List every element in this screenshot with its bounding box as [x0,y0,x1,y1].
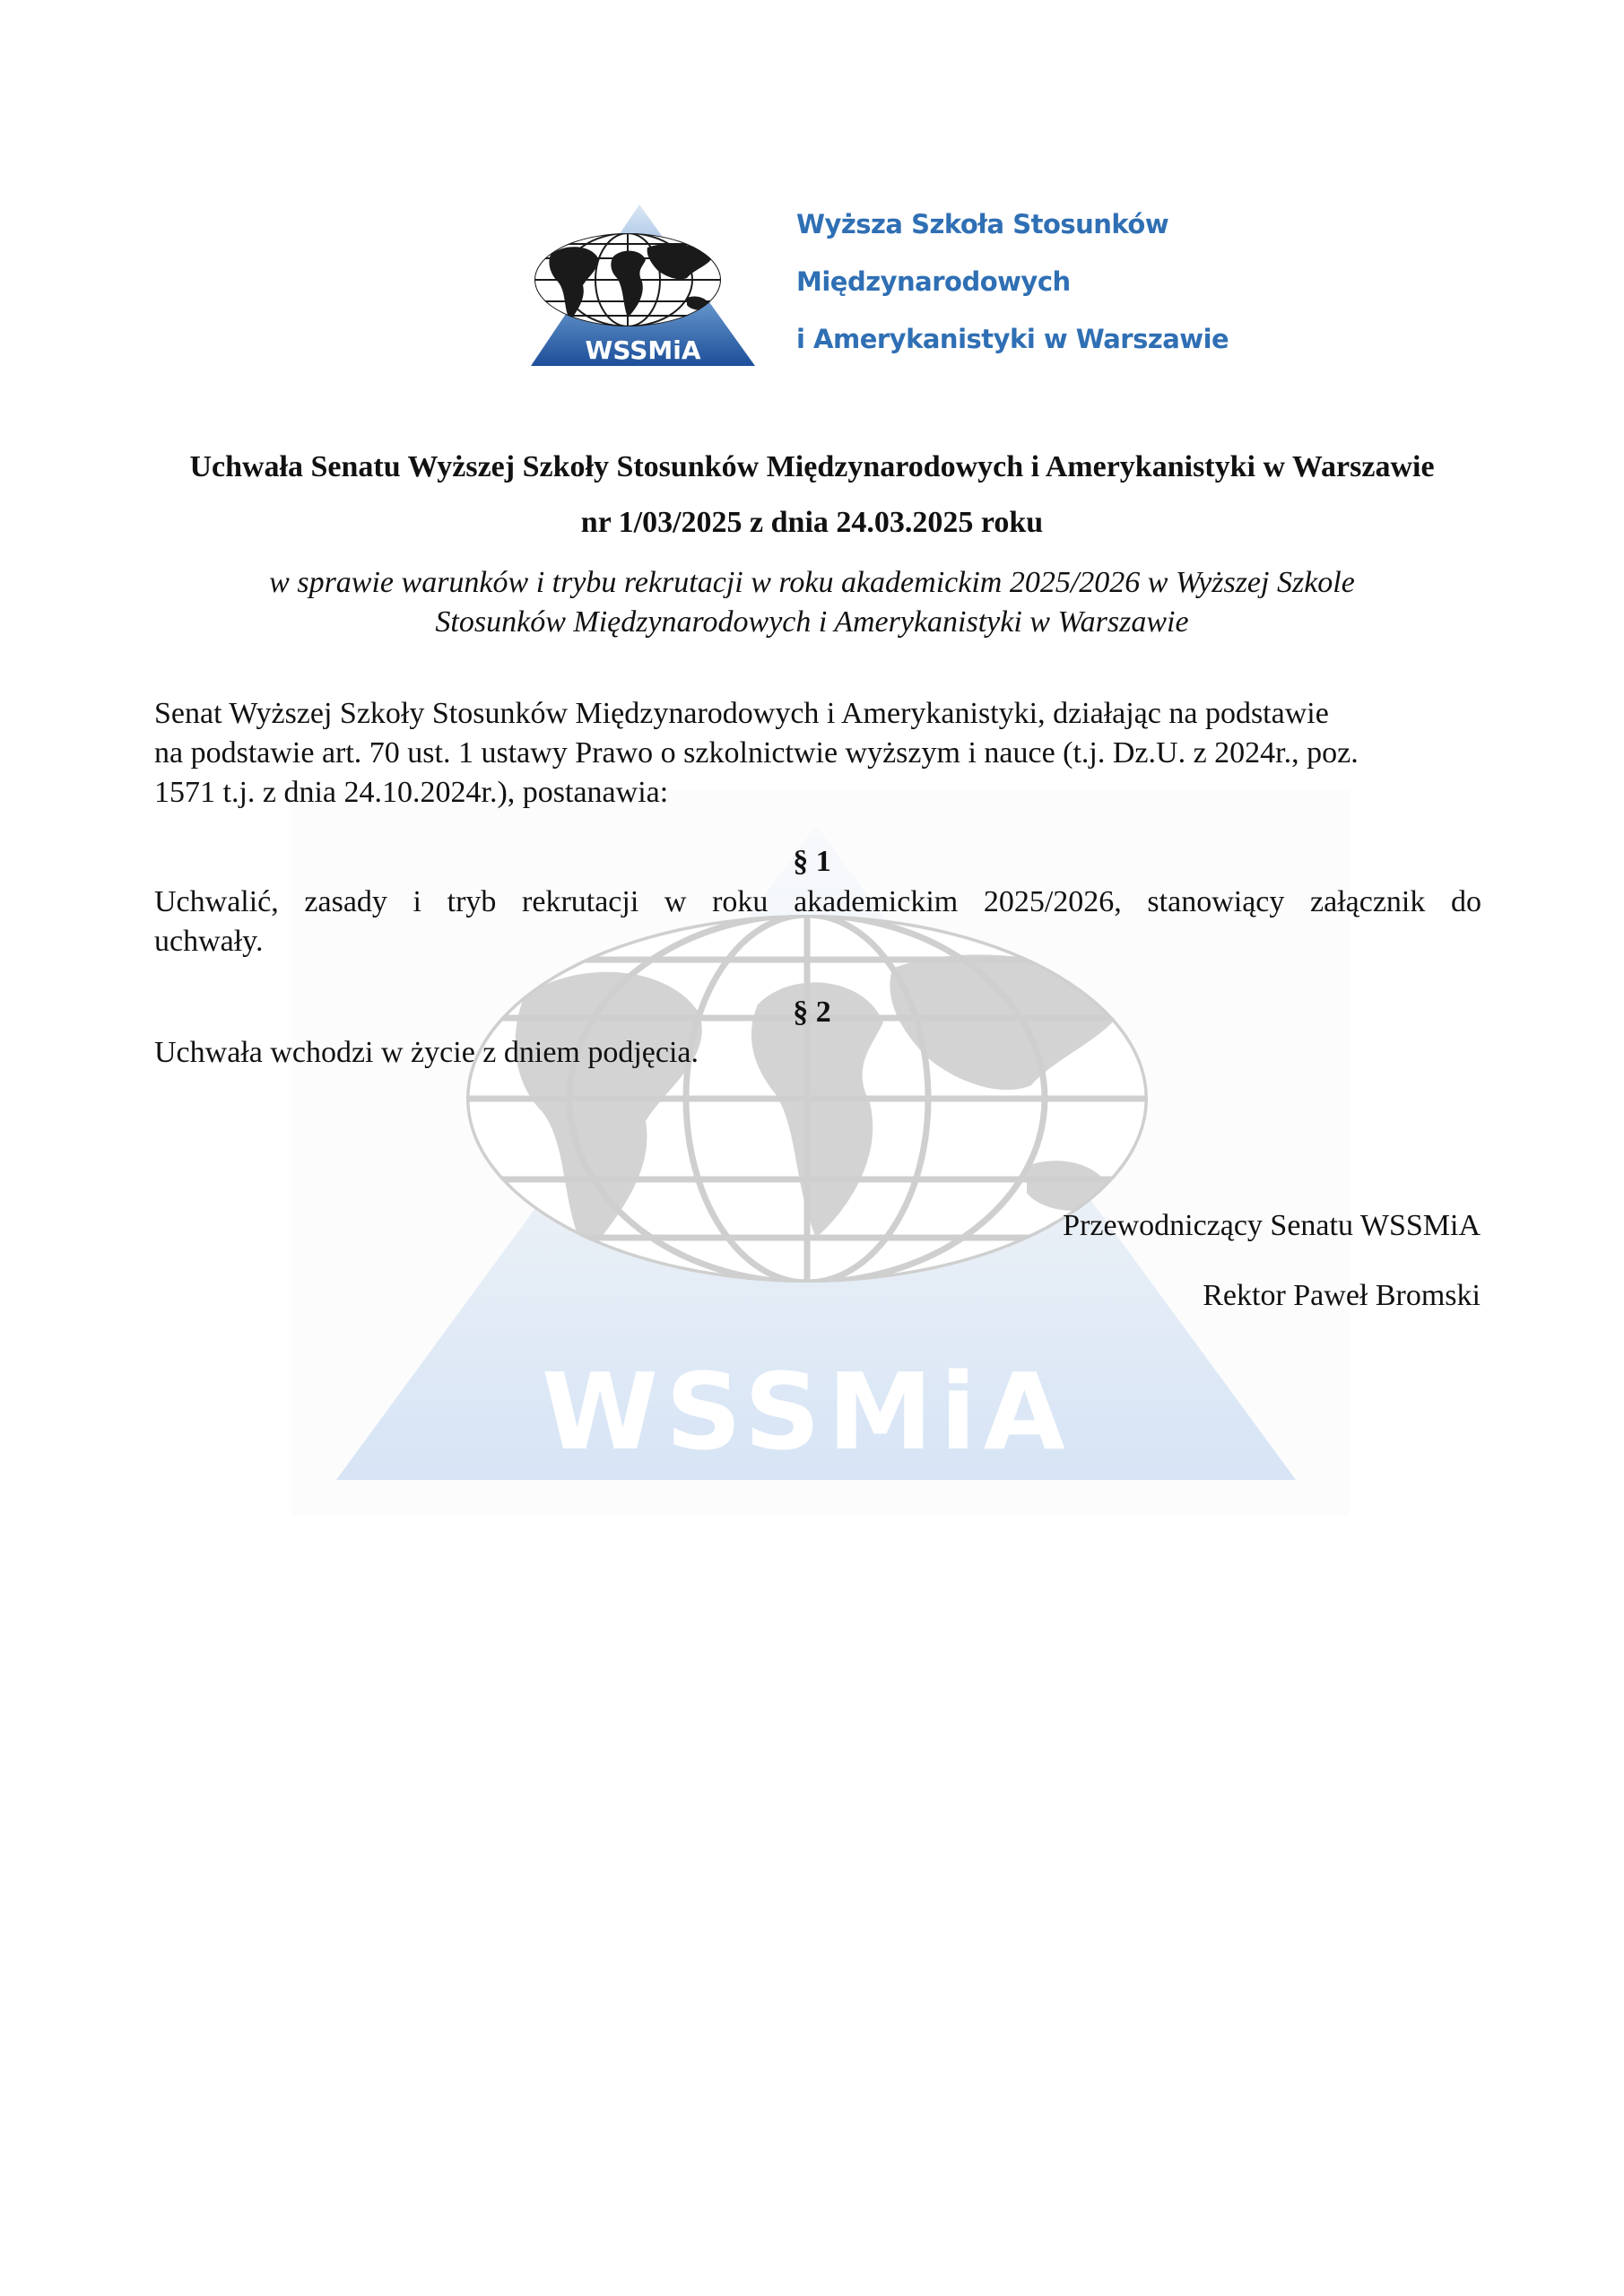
resolution-title: Uchwała Senatu Wyższej Szkoły Stosunków Międzynarodowych i Amerykanistyki w Warszawie [189,450,1435,483]
institution-name [796,206,1229,378]
resolution-subject-line: w sprawie warunków i trybu rekrutacji w roku akademickim 2025/2026 w Wyższej Szkole [269,566,1355,599]
preamble-line: Senat Wyższej Szkoły Stosunków Międzynarodowych i Amerykanistyki, działając na podstawie [154,697,1329,730]
section-1-heading: § 1 [793,845,831,878]
signature-role: Przewodniczący Senatu WSSMiA [1063,1209,1481,1242]
section-1-line: uchwały. [154,925,264,958]
resolution-number: nr 1/03/2025 z dnia 24.03.2025 roku [580,506,1044,539]
watermark-text: WSSMiA [541,1350,1073,1474]
preamble [154,694,1481,813]
institution-logo [511,199,1229,375]
institution-name-line: i Amerykanistyki w Warszawie [796,324,1229,354]
resolution-subject-line: Stosunków Międzynarodowych i Amerykanistyki w Warszawie [435,605,1189,639]
logo-emblem-text: WSSMiA [585,335,701,365]
signature-name: Rektor Paweł Bromski [1203,1279,1481,1312]
section-2-body [154,1033,1481,1073]
section-2-line: Uchwała wchodzi w życie z dniem podjęcia. [154,1036,699,1069]
institution-name-line: Wyższa Szkoła Stosunków [796,209,1169,239]
section-2-heading: § 2 [793,996,831,1029]
resolution-subject [0,563,1624,642]
institution-name-line: Międzynarodowych [796,266,1071,297]
section-1-line: Uchwalić, zasady i tryb rekrutacji w roku akademickim 2025/2026, stanowiący załącznik do [154,885,1481,918]
section-1-body [154,883,1481,961]
preamble-line: na podstawie art. 70 ust. 1 ustawy Prawo o szkolnictwie wyższym i nauce (t.j. Dz.U. z 2024r., poz. [154,736,1359,770]
preamble-line: 1571 t.j. z dnia 24.10.2024r.), postanawia: [154,776,669,809]
globe-triangle-logo-icon [511,199,780,375]
